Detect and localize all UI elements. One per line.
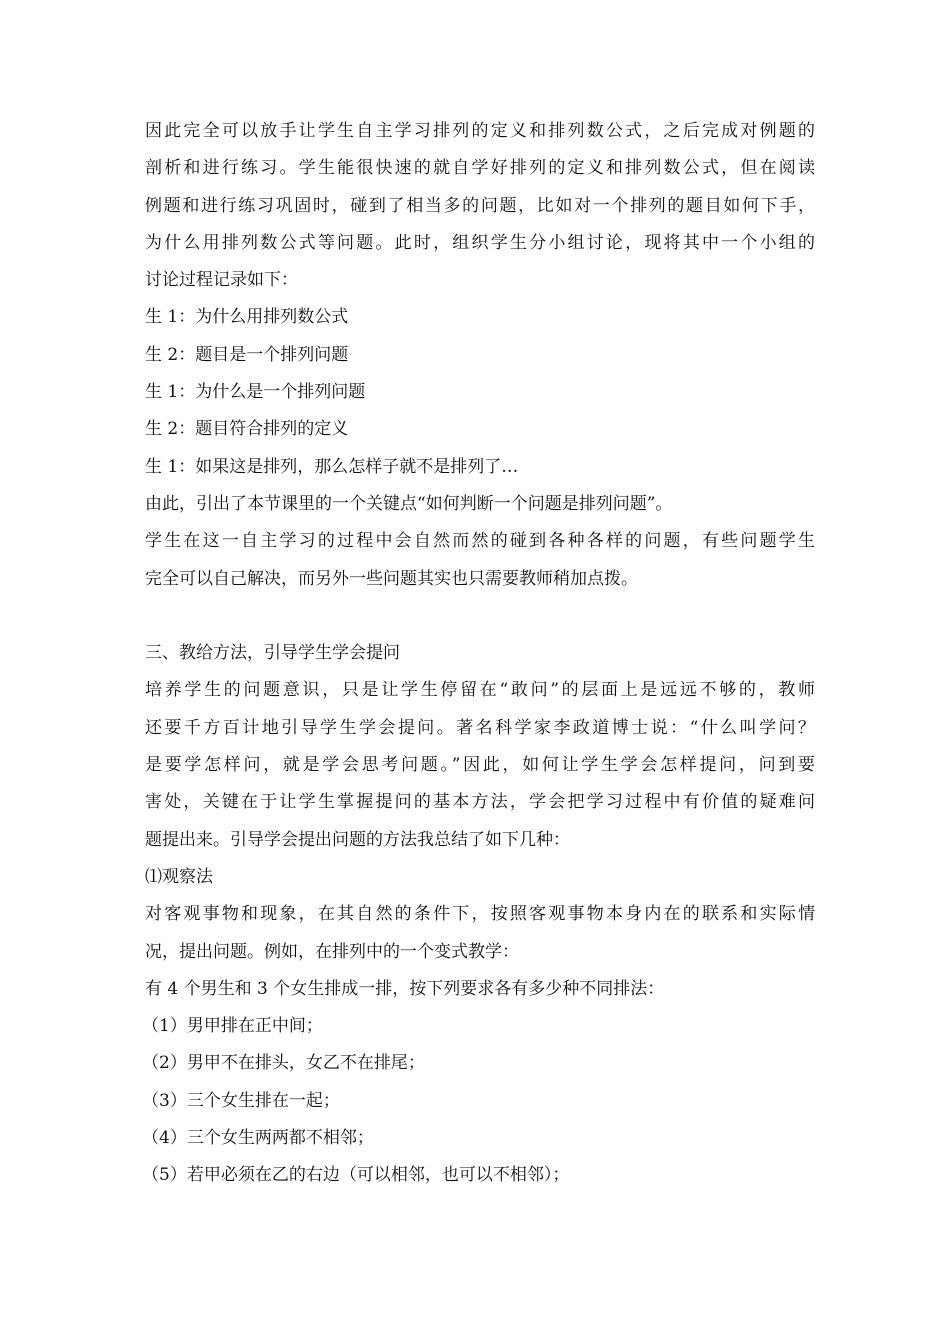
section-heading: 三、教给方法，引导学生学会提问: [145, 643, 400, 664]
method-1-title: ⑴观察法: [145, 866, 213, 887]
paragraph-1-line-4: 为什么用排列数公式等问题。此时，组织学生分小组讨论，现将其中一个小组的: [145, 232, 815, 253]
paragraph-1-line-3: 例题和进行练习巩固时，碰到了相当多的问题，比如对一个排列的题目如何下手，: [145, 195, 815, 216]
dialogue-line-2: 生 2：题目是一个排列问题: [145, 344, 349, 365]
paragraph-1-line-5: 讨论过程记录如下：: [145, 270, 298, 291]
dialogue-line-5: 生 1：如果这是排列，那么怎样子就不是排列了…: [145, 456, 519, 477]
document-body: [142, 113, 815, 1195]
dialogue-line-4: 生 2：题目符合排列的定义: [145, 419, 349, 440]
paragraph-4-line-3: 是要学怎样问，就是学会思考问题。”因此，如何让学生学会怎样提问，问到要: [145, 755, 815, 776]
paragraph-1-line-2: 剖析和进行练习。学生能很快速的就自学好排列的定义和排列数公式，但在阅读: [145, 158, 815, 179]
dialogue-line-3: 生 1：为什么是一个排列问题: [145, 382, 366, 403]
paragraph-5-line-1: 对客观事物和现象，在其自然的条件下，按照客观事物本身内在的联系和实际情: [145, 904, 815, 925]
problem-item-3: （3）三个女生排在一起；: [142, 1090, 340, 1111]
paragraph-5-line-2: 况，提出问题。例如，在排列中的一个变式教学：: [145, 941, 519, 962]
paragraph-1-line-1: 因此完全可以放手让学生自主学习排列的定义和排列数公式，之后完成对例题的: [145, 121, 815, 141]
paragraph-4-line-5: 题提出来。引导学会提出问题的方法我总结了如下几种：: [145, 829, 570, 850]
problem-item-4: （4）三个女生两两都不相邻；: [142, 1128, 374, 1149]
dialogue-line-1: 生 1：为什么用排列数公式: [145, 307, 349, 328]
paragraph-4-line-1: 培养学生的问题意识，只是让学生停留在“敢问”的层面上是远远不够的，教师: [145, 680, 815, 701]
paragraph-4-line-2: 还要千方百计地引导学生学会提问。著名科学家李政道博士说：“什么叫学问？: [145, 717, 815, 738]
paragraph-3-line-2: 完全可以自己解决，而另外一些问题其实也只需要教师稍加点拨。: [145, 568, 638, 589]
problem-item-5: （5）若甲必须在乙的右边（可以相邻，也可以不相邻）；: [142, 1165, 570, 1186]
problem-item-2: （2）男甲不在排头，女乙不在排尾；: [142, 1053, 425, 1074]
problem-intro: 有 4 个男生和 3 个女生排成一排，按下列要求各有多少种不同排法：: [145, 978, 665, 999]
paragraph-4-line-4: 害处，关键在于让学生掌握提问的基本方法，学会把学习过程中有价值的疑难问: [145, 792, 815, 813]
paragraph-3-line-1: 学生在这一自主学习的过程中会自然而然的碰到各种各样的问题，有些问题学生: [145, 531, 815, 552]
blank-line: [145, 598, 815, 635]
problem-item-1: （1）男甲排在正中间；: [142, 1016, 323, 1037]
paragraph-2: 由此，引出了本节课里的一个关键点“如何判断一个问题是排列问题”。: [145, 493, 673, 514]
